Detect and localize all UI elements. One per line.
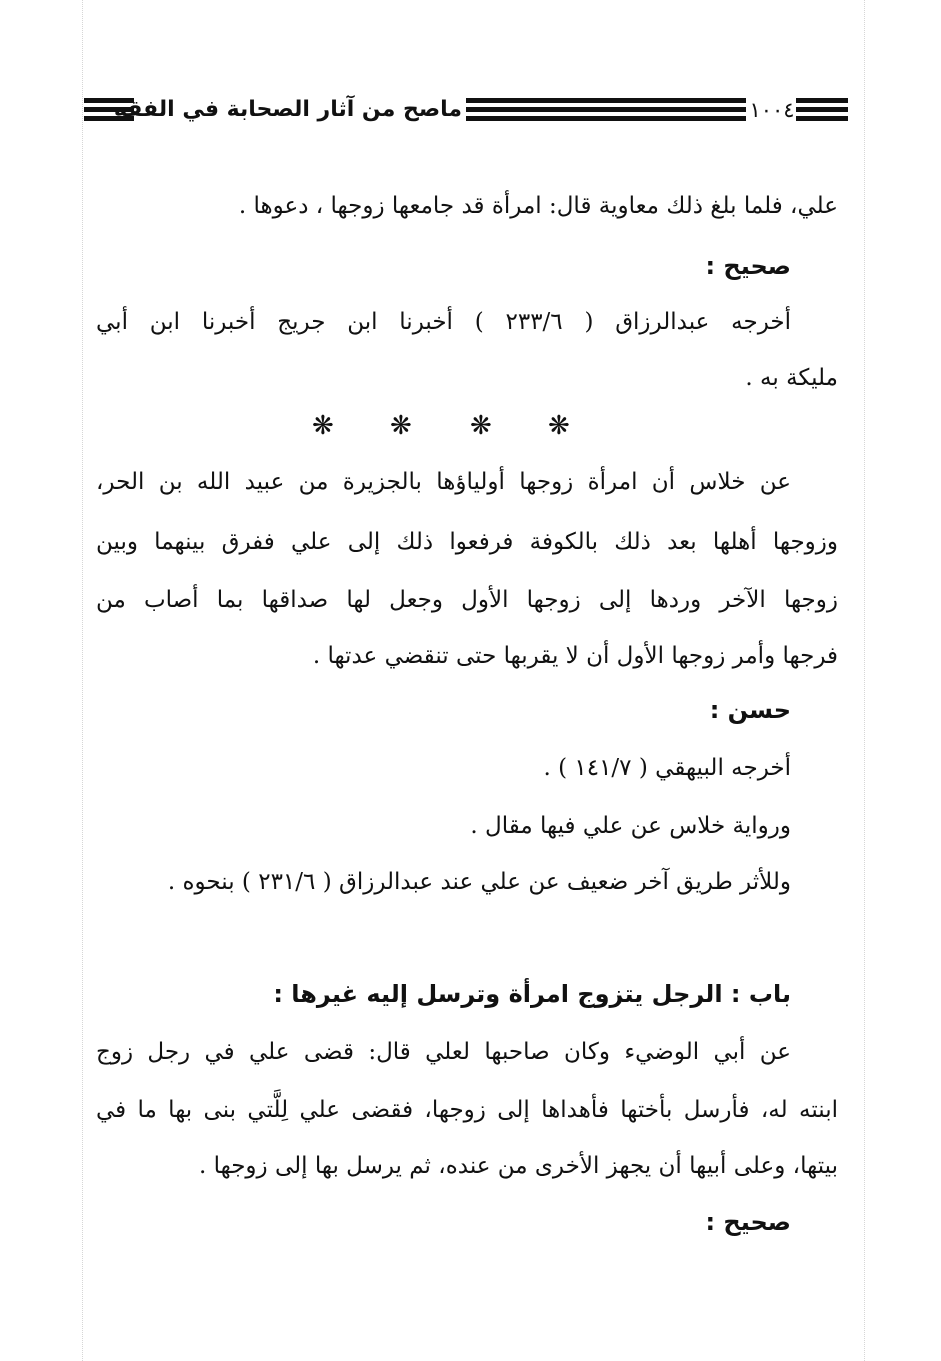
text-line: أخرجه البيهقي ( ١٤١/٧ ) . — [543, 755, 791, 781]
page-number: ١٠٠٤ — [749, 98, 795, 122]
text-line: ورواية خلاس عن علي فيها مقال . — [470, 813, 791, 839]
section-separator — [300, 408, 580, 448]
grading-heading: صحيح : — [705, 1208, 791, 1236]
scan-artifact — [864, 0, 865, 1361]
text-line: وزوجها أهلها بعد ذلك بالكوفة فرفعوا ذلك إلى علي ففرق بينهما وبين — [96, 529, 838, 555]
grading-heading: حسن : — [709, 696, 791, 724]
text-line: ابنته له، فأرسل بأختها فأهداها إلى زوجها، فقضى علي لِلَّتي بنى بها ما في — [96, 1097, 838, 1123]
text-line: زوجها الآخر وردها إلى زوجها الأول وجعل لها صداقها بما أصاب من — [96, 587, 838, 613]
text-line: وللأثر طريق آخر ضعيف عن علي عند عبدالرزاق ( ٢٣١/٦ ) بنحوه . — [167, 869, 791, 895]
header-rule-right — [796, 98, 848, 125]
running-header — [84, 94, 848, 128]
text-line: أخرجه عبدالرزاق ( ٢٣٣/٦ ) أخبرنا ابن جريج أخبرنا ابن أبي — [96, 309, 791, 335]
text-line: مليكة به . — [745, 365, 838, 391]
header-rule-middle — [466, 98, 746, 125]
asterism-icon: ❋ — [312, 411, 334, 441]
text-line: فرجها وأمر زوجها الأول أن لا يقربها حتى تنقضي عدتها . — [312, 643, 838, 669]
scan-artifact — [82, 0, 83, 1361]
asterism-icon: ❋ — [548, 411, 570, 441]
text-line: بيتها، وعلى أبيها أن يجهز الأخرى من عنده، ثم يرسل بها إلى زوجها . — [198, 1153, 838, 1179]
asterism-icon: ❋ — [470, 411, 492, 441]
text-line: عن خلاس أن امرأة زوجها أولياؤها بالجزيرة من عبيد الله بن الحر، — [96, 469, 791, 495]
asterism-icon: ❋ — [390, 411, 412, 441]
chapter-heading: باب : الرجل يتزوج امرأة وترسل إليه غيرها : — [273, 980, 791, 1008]
text-line: عن أبي الوضيء وكان صاحبها لعلي قال: قضى علي في رجل زوج — [96, 1039, 791, 1065]
grading-heading: صحيح : — [705, 252, 791, 280]
text-line: علي، فلما بلغ ذلك معاوية قال: امرأة قد جامعها زوجها ، دعوها . — [238, 193, 838, 219]
header-title: ماصح من آثار الصحابة في الفقه — [113, 97, 462, 122]
